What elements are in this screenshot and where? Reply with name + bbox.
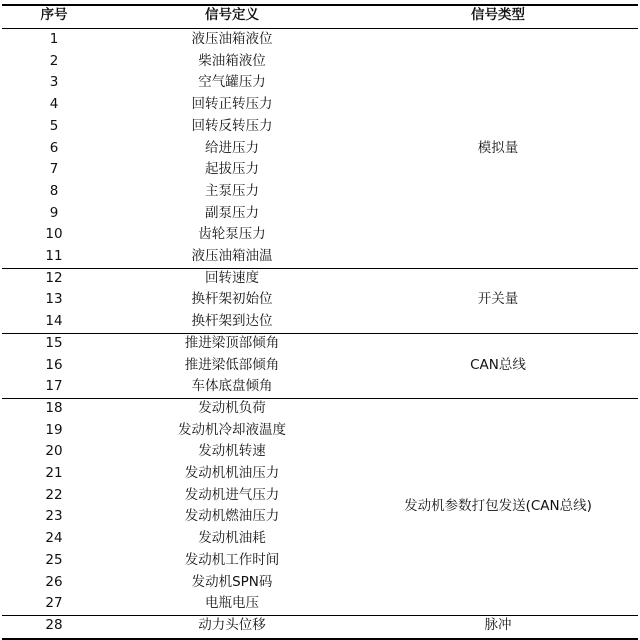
row-definition: 动力头位移 [198,616,266,633]
row-index: 4 [49,96,59,113]
header-index: 序号 [40,7,68,23]
row-index: 1 [49,31,59,47]
row-index: 26 [45,573,63,590]
row-definition: 发动机负荷 [198,399,266,416]
row-definition: 空气罐压力 [198,74,266,91]
row-definition: 推进梁顶部倾角 [184,334,280,351]
row-index: 9 [49,204,59,221]
group-signal-type: 发动机参数打包发送(CAN总线) [404,497,592,514]
row-definition: 液压油箱液位 [191,31,273,47]
row-definition: 电瓶电压 [205,595,259,612]
row-index: 25 [45,551,63,568]
row-definition: 副泵压力 [205,204,259,221]
group-signal-type: CAN总线 [470,356,526,373]
group-signal-type: 开关量 [477,291,519,308]
row-index: 18 [45,399,63,416]
row-definition: 发动机冷却液温度 [178,421,286,438]
row-definition: 给进压力 [205,139,259,156]
row-index: 17 [45,378,63,395]
row-definition: 发动机机油压力 [184,465,280,481]
row-definition: 车体底盘倾角 [191,378,273,395]
group-signal-type: 模拟量 [477,139,519,156]
row-index: 15 [45,334,63,351]
row-index: 5 [49,117,59,134]
row-index: 21 [45,465,63,481]
row-definition: 发动机转速 [198,443,266,460]
header-type: 信号类型 [471,7,525,23]
row-definition: 回转速度 [205,269,259,286]
row-index: 10 [45,226,63,243]
row-index: 19 [45,421,63,438]
row-index: 16 [45,356,63,373]
row-definition: 发动机工作时间 [184,551,280,568]
row-definition: 推进梁低部倾角 [184,356,280,373]
row-index: 22 [45,486,63,503]
row-index: 14 [45,313,63,330]
row-definition: 主泵压力 [205,182,259,199]
row-index: 8 [49,182,59,199]
row-index: 24 [45,530,63,547]
row-definition: 起拔压力 [205,161,259,178]
row-index: 6 [49,139,59,156]
row-index: 7 [49,161,59,178]
row-definition: 回转正转压力 [191,96,273,113]
row-definition: 发动机进气压力 [184,486,280,503]
row-definition: 回转反转压力 [191,117,273,134]
row-index: 11 [45,248,63,264]
row-index: 20 [45,443,63,460]
row-index: 3 [49,74,59,91]
row-definition: 齿轮泵压力 [198,226,266,243]
row-index: 23 [45,508,63,525]
row-definition: 发动机SPN码 [191,573,273,590]
row-definition: 液压油箱油温 [191,248,273,264]
row-index: 28 [45,616,63,633]
row-definition: 换杆架到达位 [191,313,273,330]
group-signal-type: 脉冲 [484,616,512,633]
row-index: 2 [49,52,59,69]
row-definition: 发动机燃油压力 [184,508,280,525]
row-definition: 发动机油耗 [198,530,266,547]
row-definition: 换杆架初始位 [191,291,273,308]
row-index: 27 [45,595,63,612]
row-definition: 柴油箱液位 [198,52,266,69]
row-index: 13 [45,291,63,308]
header-definition: 信号定义 [205,7,259,23]
row-index: 12 [45,269,63,286]
